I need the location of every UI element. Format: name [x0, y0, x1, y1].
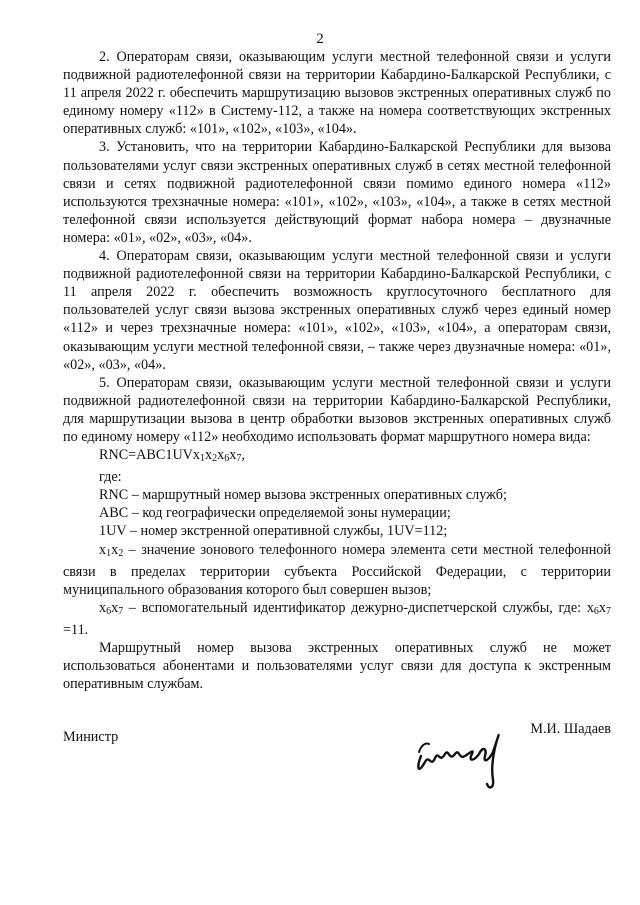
x6-sub-2: 6	[593, 605, 599, 617]
routing-number-formula	[63, 446, 611, 468]
signature-block	[63, 718, 611, 798]
where-label: где:	[99, 469, 122, 486]
x2-sub: 2	[118, 547, 124, 559]
signatory-title: Министр	[63, 729, 119, 745]
x2-letter: x	[111, 541, 119, 558]
paragraph-2: 2. Операторам связи, оказывающим услуги местной телефонной связи и услуги подвижной радиотелефонной связи на территории Кабардино-Балкарской Республики, с 11 апреля 2022 г. обеспечить маршрутизацию вызовов экстренных оперативных служб по единому номеру «112» в Систему-112, а также на номера соответствующих экстренных оперативных служб: «101», «102», «103», «104».	[63, 49, 611, 138]
x7-letter: x	[111, 599, 119, 616]
formula-suffix: ,	[241, 447, 245, 464]
page-number: 2	[316, 31, 324, 47]
x6x7-value: =11.	[63, 621, 89, 638]
x6-letter-2: x	[586, 599, 594, 616]
formula-sub-1: 1	[200, 453, 206, 465]
definition-x1x2	[63, 541, 611, 599]
formula-sub-7: 7	[236, 453, 242, 465]
definition-x6x7	[63, 599, 611, 639]
paragraph-4: 4. Операторам связи, оказывающим услуги местной телефонной связи и услуги подвижной радиотелефонной связи на территории Кабардино-Балкарской Республики, с 11 апреля 2022 г. обеспечить возможность круглосуточного бесплатного для пользователей услуг связи вызова экстренных оперативных служб через единый номер «112» и через трехзначные номера: «101», «102», «103», «104», а операторам связи, оказывающим услуги местной телефонной связи, – также через двузначные номера: «01», «02», «03», «04».	[63, 248, 611, 373]
definition-rnc: RNC – маршрутный номер вызова экстренных оперативных служб;	[99, 487, 507, 504]
formula-prefix: RNC=ABC1UVx	[99, 447, 201, 464]
x1-letter: x	[99, 541, 107, 558]
definition-abc: ABC – код географически определяемой зоны нумерации;	[99, 505, 451, 522]
formula-x-2: x	[205, 447, 213, 464]
x6-sub: 6	[106, 605, 112, 617]
x1x2-text: – значение зонового телефонного номера элемента сети местной телефонной связи в пределах территории субъекта Российской Федерации, с территории муниципального образования которого был совершен вызов;	[63, 541, 611, 598]
formula-x-7: x	[229, 447, 237, 464]
final-paragraph: Маршрутный номер вызова экстренных оперативных служб не может использоваться абонентами и пользователями услуг связи для доступа к экстренным оперативным службам.	[63, 640, 611, 693]
formula-x-6: x	[217, 447, 225, 464]
x7-letter-2: x	[598, 599, 606, 616]
handwritten-signature	[413, 718, 523, 798]
definition-1uv: 1UV – номер экстренной оперативной службы, 1UV=112;	[99, 523, 448, 540]
x6-letter: x	[99, 599, 107, 616]
x1-sub: 1	[106, 547, 112, 559]
x7-sub-2: 7	[606, 605, 611, 617]
x7-sub: 7	[118, 605, 124, 617]
signatory-name: М.И. Шадаев	[530, 721, 611, 737]
document-body	[63, 48, 611, 693]
formula-sub-2: 2	[212, 453, 218, 465]
x6x7-text: – вспомогательный идентификатор дежурно-диспетчерской службы, где:	[123, 599, 587, 616]
formula-sub-6: 6	[224, 453, 230, 465]
paragraph-5: 5. Операторам связи, оказывающим услуги местной телефонной связи и услуги подвижной радиотелефонной связи на территории Кабардино-Балкарской Республики, для маршрутизации вызова в центр обработки вызовов экстренных оперативных служб по единому номеру «112» необходимо использовать формат маршрутного номера вида:	[63, 374, 611, 445]
paragraph-3: 3. Установить, что на территории Кабардино-Балкарской Республики для вызова пользователями услуг связи экстренных оперативных служб в сетях местной телефонной связи и сетях подвижной радиотелефонной связи помимо единого номера «112» используются трехзначные номера: «101», «102», «103», «104», а также в сетях местной телефонной связи используется действующий формат набора номера – двузначные номера: «01», «02», «03», «04».	[63, 139, 611, 246]
